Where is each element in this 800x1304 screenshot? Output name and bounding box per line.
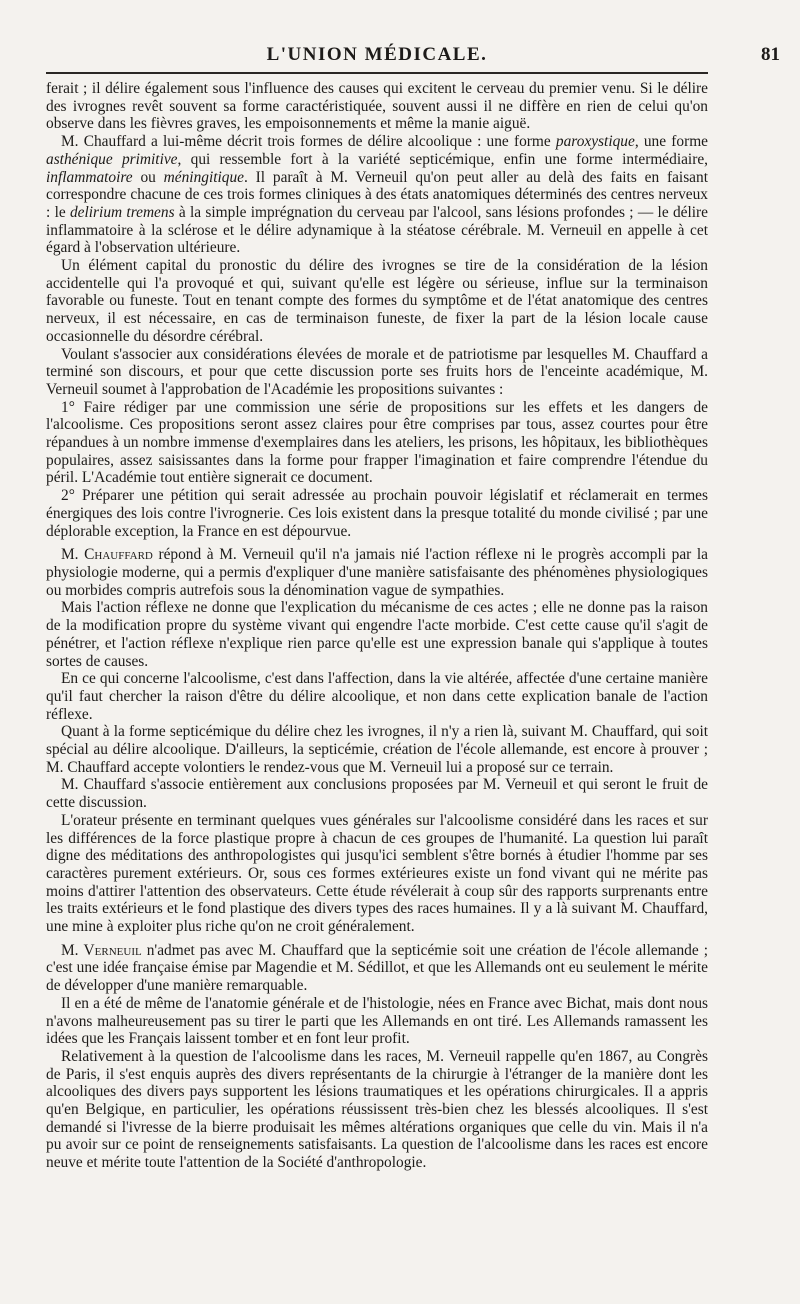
proposition-1: 1° Faire rédiger par une commission une série de propositions sur les effets et les dangers de l'alcoolisme. Ces propositions seront assez claires pour être comprises par tous, assez courtes pour être répandues à un nombre immense d'exemplaires dans les ateliers, les prisons, les hôpitaux, les bibliothèques populaires, assez saisissantes dans la forme pour frapper l'imagination et faire comprendre l'étendue du péril. L'Académie tout entière signerait ce document. [46, 398, 708, 487]
text-run: M. [61, 941, 84, 959]
speaker-name: Verneuil [83, 941, 142, 959]
italic-term: asthénique primitive [46, 150, 178, 168]
paragraph-2 [46, 133, 708, 257]
text-run: n'admet pas avec M. Chauffard que la septicémie soit une création de l'école allemande ; c'est une idée française émise par Magendie et M. Sédillot, et que les Allemands ont eu seulement le mérite de développer d'une manière remarquable. [46, 941, 708, 995]
paragraph-10: Quant à la forme septicémique du délire chez les ivrognes, il n'y a rien là, suivant M. Chauffard, qui soit spécial au délire alcoolique. D'ailleurs, la septicémie, création de l'école allemande, est encore à prouver ; M. Chauffard accepte volontiers le rendez-vous que M. Verneuil lui a proposé sur ce terrain. [46, 723, 708, 776]
text-run: répond à M. Verneuil qu'il n'a jamais nié l'action réflexe ni le progrès accompli par la physiologie moderne, qui a permis d'expliquer d'une manière satisfaisante des phénomènes physiologiques ou morbides compris autrefois sous la dénomination vague de sympathies. [46, 546, 708, 599]
text-run: à la simple imprégnation du cerveau par l'alcool, sans lésions profondes ; — le délire inflammatoire à la sclérose et le délire adynamique à la stéatose cérébrale. M. Verneuil en appelle à cet égard à l'observation ultérieure. [46, 203, 708, 257]
italic-term: inflammatoire [46, 168, 133, 186]
italic-term: paroxystique [555, 133, 635, 151]
running-head: L'UNION MÉDICALE. [266, 44, 488, 65]
italic-term: méningitique [163, 168, 245, 186]
text-run: ou [132, 168, 164, 186]
paragraph-11: M. Chauffard s'associe entièrement aux conclusions proposées par M. Verneuil et qui seront le fruit de cette discussion. [46, 776, 708, 812]
text-run: M. Chauffard a lui-même décrit trois formes de délire alcoolique : une forme [61, 133, 556, 151]
text-run: . Il paraît à M. Verneuil qu'on peut aller au delà des faits en faisant correspondre chacune de ces trois formes cliniques à des états anatomiques déterminés des centres nerveux : le [46, 168, 708, 221]
paragraph-8: Mais l'action réflexe ne donne que l'explication du mécanisme de ces actes ; elle ne donne pas la raison de la modification propre du système vivant qui engendre l'acte morbide. C'est cette cause qu'il s'agit de pénétrer, et l'action réflexe n'explique rien parce qu'elle est une expression banale qui s'applique à toutes sortes de causes. [46, 599, 708, 670]
italic-term: delirium tremens [69, 203, 175, 221]
paragraph-4: Voulant s'associer aux considérations élevées de morale et de patriotisme par lesquelles M. Chauffard a terminé son discours, et pour que cette discussion porte ses fruits hors de l'enceinte académique, M. Verneuil soumet à l'approbation de l'Académie les propositions suivantes : [46, 345, 708, 398]
body-text [46, 80, 708, 1172]
text-run: M. [61, 546, 85, 564]
paragraph-9: En ce qui concerne l'alcoolisme, c'est dans l'affection, dans la vie altérée, affectée d'une certaine manière qu'il faut chercher la raison d'être du délire alcoolique, et non dans cette explication banale de l'action réflexe. [46, 670, 708, 723]
paragraph-chauffard-reply [46, 546, 708, 599]
paragraph-1: ferait ; il délire également sous l'influence des causes qui excitent le cerveau du premier venu. Si le délire des ivrognes revêt souvent sa forme caractéristiquée, souvent aussi il ne diffère en rien de celui qu'on observe dans les fièvres graves, les empoisonnements et même la manie aiguë. [46, 80, 708, 133]
page-number: 81 [761, 44, 780, 65]
text-run: , qui ressemble fort à la variété septicémique, enfin une forme intermédiaire, [177, 150, 709, 168]
paragraph-14: Il en a été de même de l'anatomie générale et de l'histologie, nées en France avec Bichat, mais dont nous n'avons malheureusement pas su tirer le parti que les Allemands en ont tiré. Les Allemands ramassent les idées que les Français laissent tomber et en font leur profit. [46, 994, 708, 1048]
paragraph-verneuil-reply [46, 942, 708, 995]
paragraph-3: Un élément capital du pronostic du délire des ivrognes se tire de la considération de la lésion accidentelle qui l'a provoqué et qui, suivant qu'elle est légère ou sérieuse, influe sur la terminaison favorable ou funeste. Tout en tenant compte des formes du symptôme et de l'état anatomique des centres nerveux, il est nécessaire, en cas de terminaison funeste, de fixer la part de la lésion locale cause occasionnelle du désordre cérébral. [46, 257, 708, 345]
text-run: , une forme [634, 133, 709, 151]
paragraph-12: L'orateur présente en terminant quelques vues générales sur l'alcoolisme considéré dans les races et sur les différences de la force plastique propre à chacun de ces groupes de l'humanité. La question lui paraît digne des méditations des anthropologistes qui jusqu'ici semblent s'être bornés à étudier l'homme par ses caractères purement extérieurs. Or, sous ces formes extérieures existe un fond vivant qui ne mérite pas moins d'attirer l'attention des observateurs. Cette étude révélerait à coup sûr des rapports surprenants entre les traits extérieurs et le fond plastique des divers types des races humaines. Il y a là suivant M. Chauffard, une mine à exploiter plus riche qu'on ne croit généralement. [46, 811, 708, 936]
proposition-2: 2° Préparer une pétition qui serait adressée au prochain pouvoir législatif et réclamerait en termes énergiques des lois contre l'ivrognerie. Ces lois existent dans la presque totalité du monde civilisé ; par une déplorable exception, la France en est dépourvue. [46, 487, 708, 540]
page-header [46, 44, 780, 74]
paragraph-15: Relativement à la question de l'alcoolisme dans les races, M. Verneuil rappelle qu'en 1867, au Congrès de Paris, il s'est enquis auprès des divers représentants de la chirurgie à l'étranger de la manière dont les alcooliques des divers pays supportent les lésions traumatiques et les opérations chirurgicales. Il a appris qu'en Belgique, en particulier, les opérations réussissent très-bien chez les blessés alcooliques. Il s'est demandé si l'ivresse de la bierre produisait les mêmes altérations organiques que celle du vin. Mais il n'a pu avoir sur ce point de renseignements satisfaisants. La question de l'alcoolisme dans les races est encore neuve et mérite toute l'attention de la Société d'anthropologie. [46, 1047, 708, 1172]
speaker-name: Chauffard [84, 546, 153, 564]
